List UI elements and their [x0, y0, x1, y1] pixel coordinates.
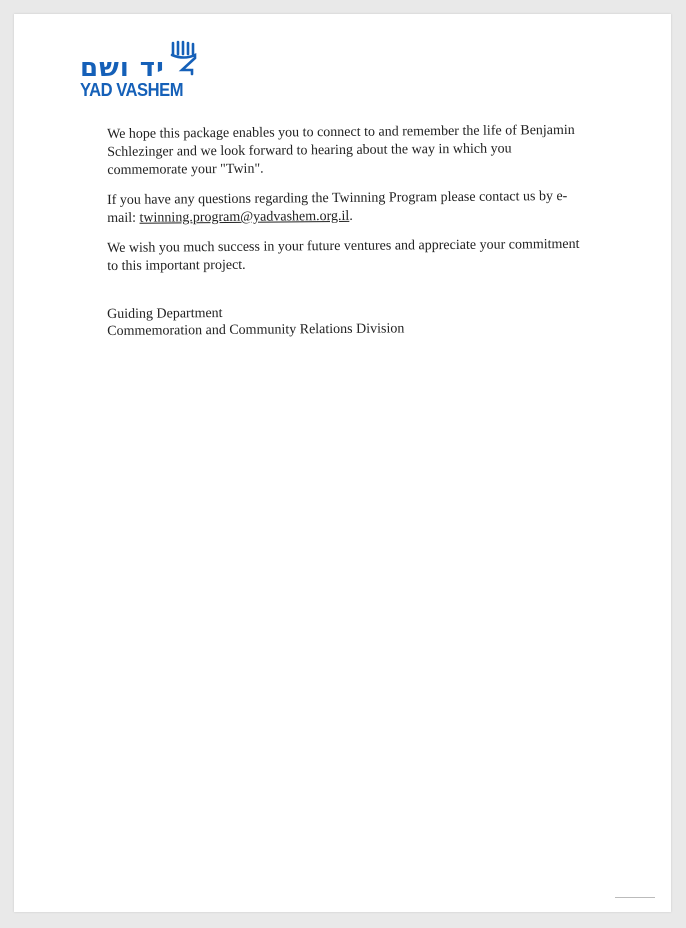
contact-text: If you have any questions regarding the Twinning Program please contact us by e-mail:	[107, 188, 568, 226]
logo-hebrew-text: יד ושם	[80, 53, 165, 83]
logo-latin-text: YAD VASHEM	[80, 80, 184, 100]
signature-department: Guiding Department	[107, 305, 223, 322]
letter-body	[107, 122, 587, 288]
email-link[interactable]: twinning.program@yadvashem.org.il	[139, 208, 350, 226]
signature-division: Commemoration and Community Relations Division	[107, 321, 405, 339]
menorah-icon	[168, 40, 200, 78]
signature-block	[107, 303, 404, 340]
yad-vashem-logo	[80, 40, 210, 102]
document-page	[14, 14, 671, 912]
contact-suffix: .	[349, 208, 353, 224]
paragraph-wishes: We wish you much success in your future ventures and appreciate your commitment to this important project.	[107, 236, 580, 274]
paragraph-package: We hope this package enables you to connect to and remember the life of Benjamin Schlezinger and we look forward to hearing about the way in which you commemorate your "Twin".	[107, 122, 575, 178]
paragraph-contact	[107, 188, 587, 228]
page-number-mark	[615, 897, 655, 904]
